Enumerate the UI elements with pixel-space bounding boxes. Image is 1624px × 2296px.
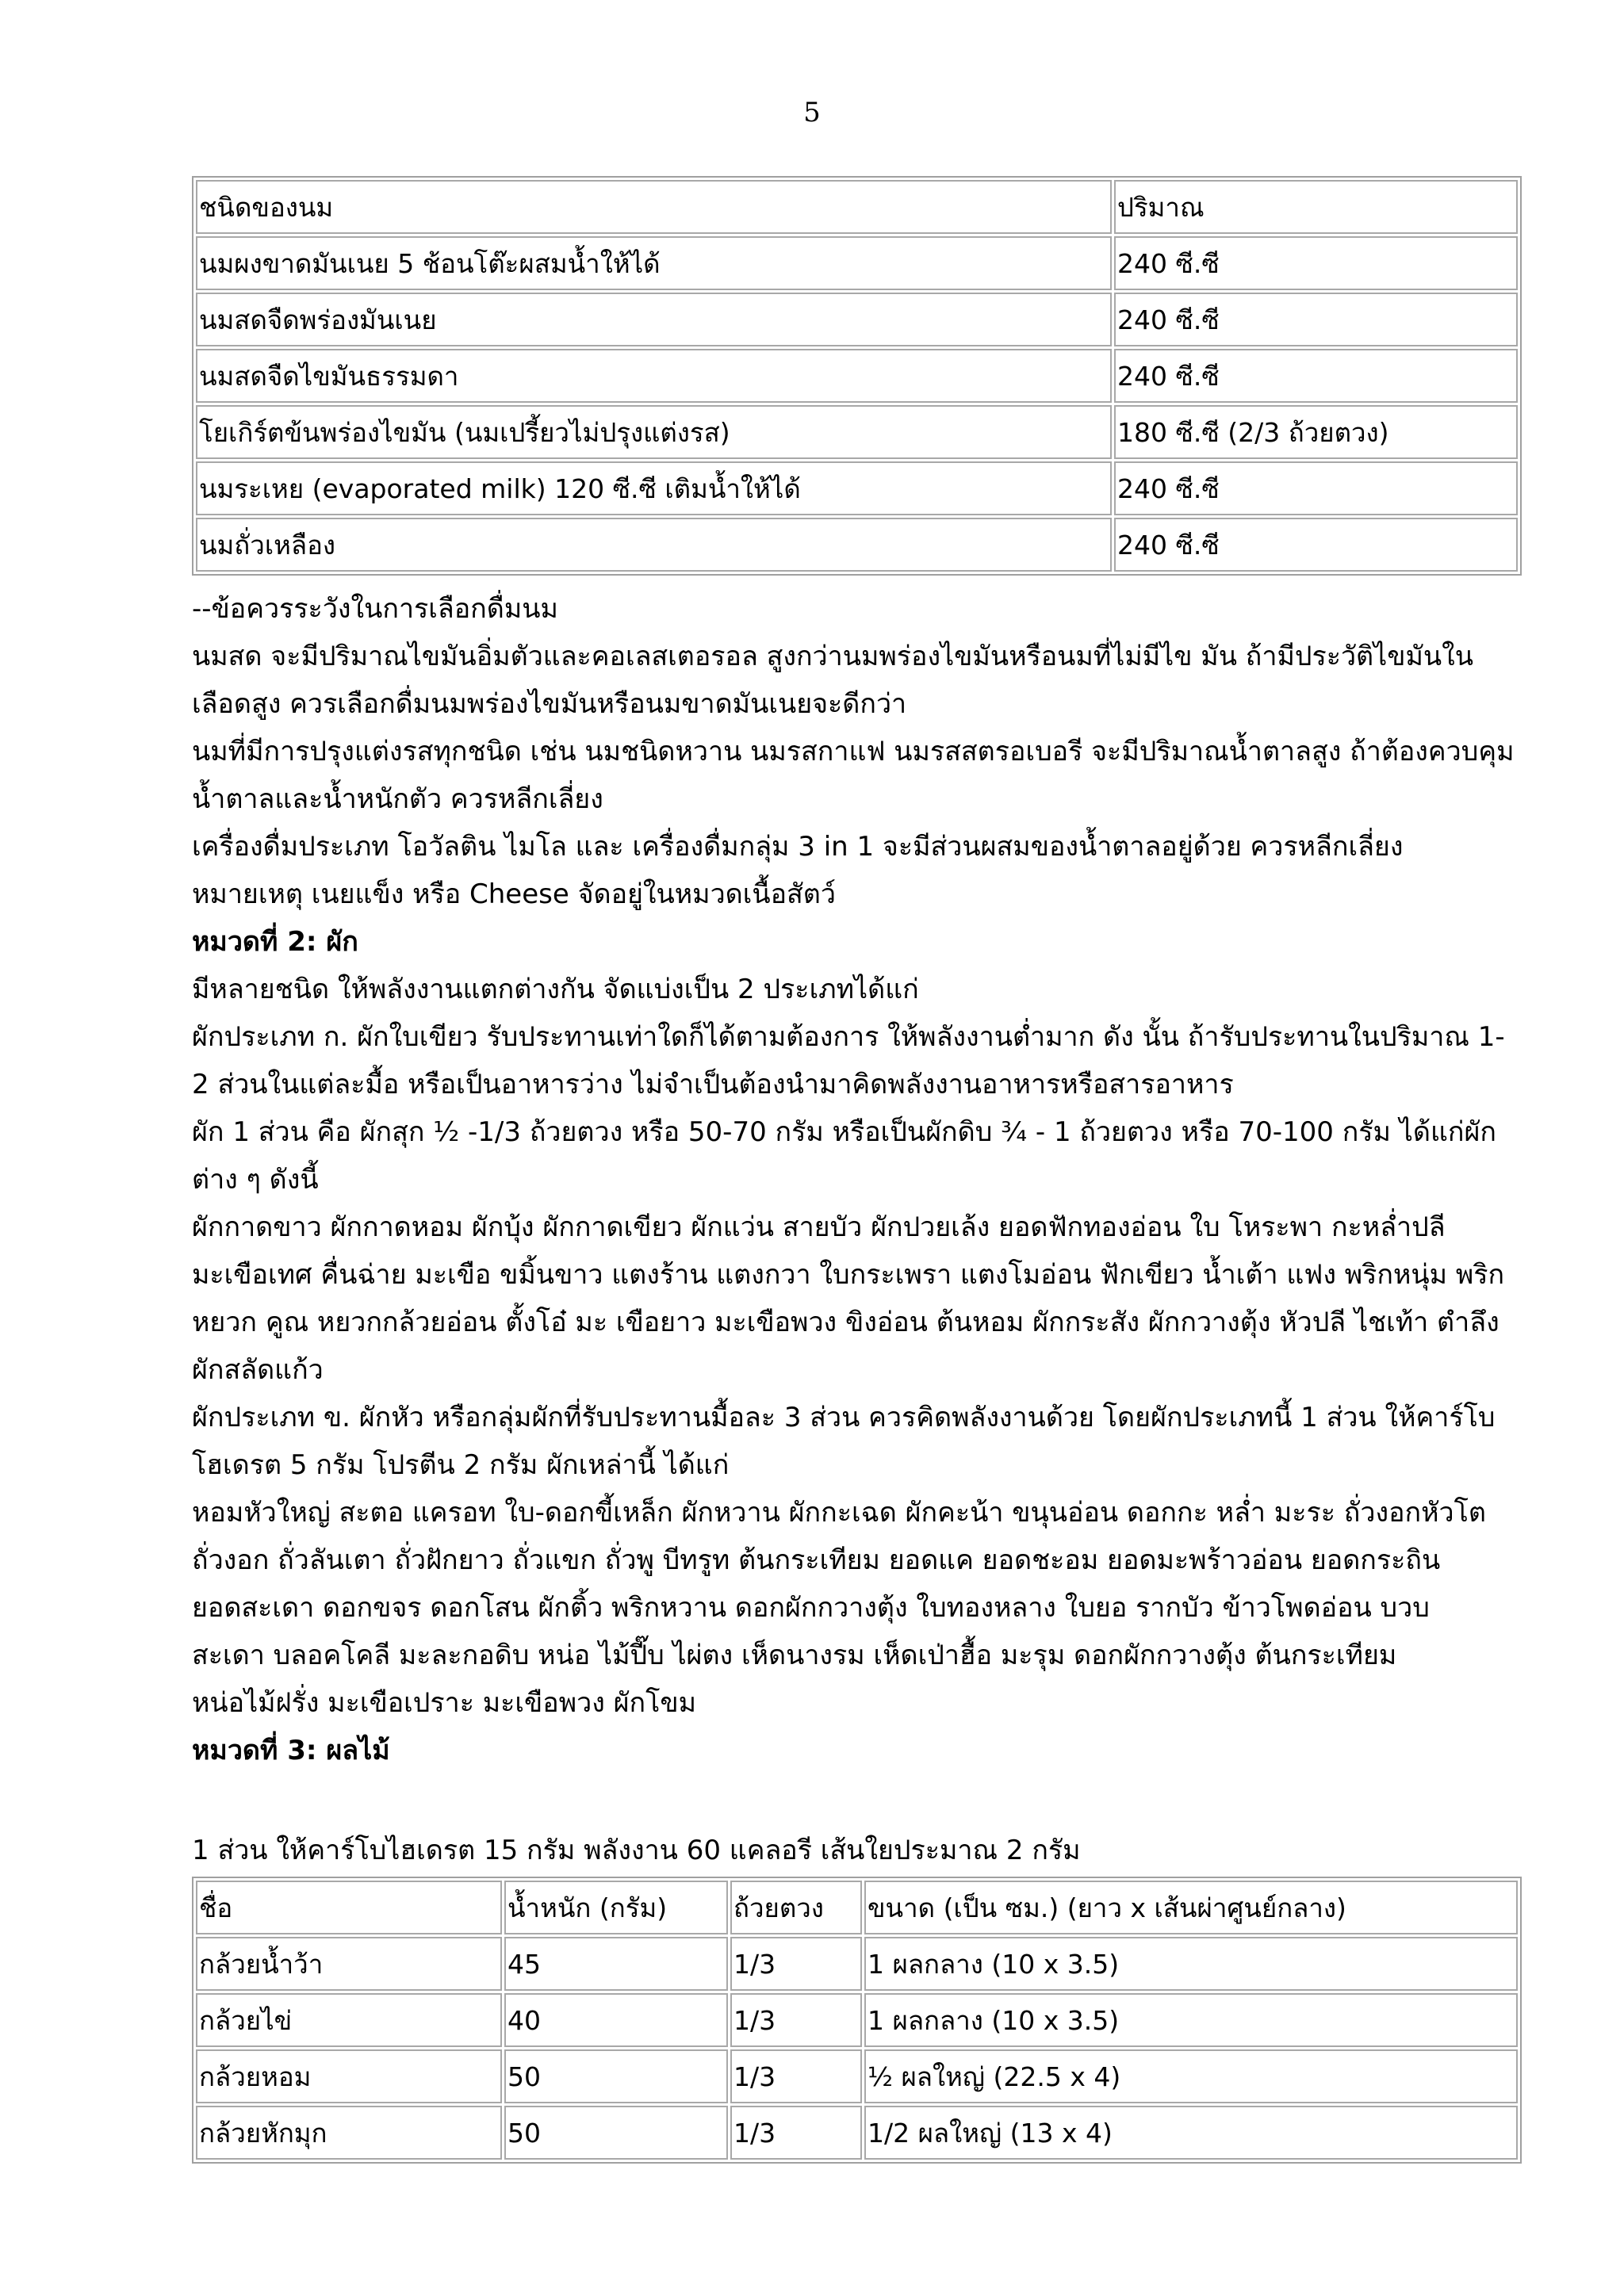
table-row [196,461,1518,515]
table-cell: 180 ซี.ซี (2/3 ถ้วยตวง) [1114,405,1518,459]
section-heading-fruits: หมวดที่ 3: ผลไม้ [192,1735,390,1766]
table-cell: 240 ซี.ซี [1114,349,1518,403]
table-cell: 50 [504,2049,728,2103]
table-header-row [196,180,1518,234]
table-cell: 1/3 [730,2106,862,2160]
paragraph: มะเขือเทศ คื่นฉ่าย มะเขือ ขมิ้นขาว แตงร้าน แตงกวา ใบกระเพรา แตงโมอ่อน ฟักเขียว น้ำเต้า แฟง พริกหนุ่ม พริก [192,1259,1505,1291]
table-cell: 1/3 [730,1937,862,1991]
paragraph: หมายเหตุ เนยแข็ง หรือ Cheese จัดอยู่ในหมวดเนื้อสัตว์ [192,878,836,910]
page-number: 5 [803,97,821,128]
table-cell: โยเกิร์ตข้นพร่องไขมัน (นมเปรี้ยวไม่ปรุงแต่งรส) [196,405,1112,459]
table-cell: 40 [504,1993,728,2047]
table-row [196,405,1518,459]
milk-types-table [192,176,1522,576]
table-cell: 240 ซี.ซี [1114,236,1518,290]
paragraph: เลือดสูง ควรเลือกดื่มนมพร่องไขมันหรือนมขาดมันเนยจะดีกว่า [192,688,907,720]
paragraph: 2 ส่วนในแต่ละมื้อ หรือเป็นอาหารว่าง ไม่จำเป็นต้องนำมาคิดพลังงานอาหารหรือสารอาหาร [192,1069,1234,1100]
table-row [196,293,1518,346]
table-cell: 1/3 [730,2049,862,2103]
table-cell: นมถั่วเหลือง [196,518,1112,572]
table-header-cell: ชนิดของนม [196,180,1112,234]
paragraph: นมสด จะมีปริมาณไขมันอิ่มตัวและคอเลสเตอรอล สูงกว่านมพร่องไขมันหรือนมที่ไม่มีไข มัน ถ้ามีประวัติไขมันใน [192,641,1473,672]
paragraph: มีหลายชนิด ให้พลังงานแตกต่างกัน จัดแบ่งเป็น 2 ประเภทได้แก่ [192,974,919,1005]
paragraph: หอมหัวใหญ่ สะตอ แครอท ใบ-ดอกขี้เหล็ก ผักหวาน ผักกะเฉด ผักคะน้า ขนุนอ่อน ดอกกะ หล่ำ มะระ ถั่วงอกหัวโต [192,1497,1486,1529]
paragraph: 1 ส่วน ให้คาร์โบไฮเดรต 15 กรัม พลังงาน 60 แคลอรี เส้นใยประมาณ 2 กรัม [192,1835,1081,1866]
table-cell: 45 [504,1937,728,1991]
paragraph: หยวก คูณ หยวกกล้วยอ่อน ตั้งโอ๋ มะ เขือยาว มะเขือพวง ขิงอ่อน ต้นหอม ผักกระสัง ผักกวางตุ้ง หัวปลี ไชเท้า ตำลึง [192,1307,1500,1338]
fruit-intro [192,1827,1532,1874]
paragraph: --ข้อควรระวังในการเลือกดื่มนม [192,593,558,625]
body-text [192,585,1532,1774]
table-cell: กล้วยไข่ [196,1993,502,2047]
table-row [196,2106,1518,2160]
paragraph: น้ำตาลและน้ำหนักตัว ควรหลีกเลี่ยง [192,783,603,815]
table-cell: ½ ผลใหญ่ (22.5 x 4) [864,2049,1518,2103]
paragraph: โฮเดรต 5 กรัม โปรตีน 2 กรัม ผักเหล่านี้ ได้แก่ [192,1449,730,1481]
paragraph: เครื่องดื่มประเภท โอวัลติน ไมโล และ เครื่องดื่มกลุ่ม 3 in 1 จะมีส่วนผสมของน้ำตาลอยู่ด้วย ควรหลีกเลี่ยง [192,831,1404,863]
table-row [196,349,1518,403]
paragraph: ผัก 1 ส่วน คือ ผักสุก ½ -1/3 ถ้วยตวง หรือ 50-70 กรัม หรือเป็นผักดิบ ¾ - 1 ถ้วยตวง หรือ 70-100 กรัม ได้แก่ผัก [192,1116,1496,1148]
table-cell: กล้วยน้ำว้า [196,1937,502,1991]
paragraph: ถั่วงอก ถั่วลันเตา ถั่วฝักยาว ถั่วแขก ถั่วพู บีทรูท ต้นกระเทียม ยอดแค ยอดชะอม ยอดมะพร้าวอ่อน ยอดกระถิน [192,1544,1441,1576]
table-row [196,518,1518,572]
table-cell: 1 ผลกลาง (10 x 3.5) [864,1937,1518,1991]
table-cell: กล้วยหักมุก [196,2106,502,2160]
paragraph: นมที่มีการปรุงแต่งรสทุกชนิด เช่น นมชนิดหวาน นมรสกาแฟ นมรสสตรอเบอรี จะมีปริมาณน้ำตาลสูง ถ้าต้องควบคุม [192,736,1515,767]
table-row [196,1993,1518,2047]
table-cell: นมผงขาดมันเนย 5 ช้อนโต๊ะผสมน้ำให้ได้ [196,236,1112,290]
paragraph: ต่าง ๆ ดังนี้ [192,1164,319,1196]
fruit-table [192,1877,1522,2164]
table-cell: 240 ซี.ซี [1114,293,1518,346]
paragraph: หน่อไม้ฝรั่ง มะเขือเปราะ มะเขือพวง ผักโขม [192,1687,697,1719]
table-row [196,236,1518,290]
paragraph: ยอดสะเดา ดอกขจร ดอกโสน ผักติ้ว พริกหวาน ดอกผักกวางตุ้ง ใบทองหลาง ใบยอ รากบัว ข้าวโพดอ่อน บวบ [192,1592,1430,1624]
table-header-cell: ชื่อ [196,1881,502,1934]
paragraph: ผักกาดขาว ผักกาดหอม ผักบุ้ง ผักกาดเขียว ผักแว่น สายบัว ผักปวยเล้ง ยอดฟักทองอ่อน ใบ โหระพา กะหล่ำปลี [192,1211,1446,1243]
table-cell: 240 ซี.ซี [1114,518,1518,572]
table-header-cell: ปริมาณ [1114,180,1518,234]
paragraph: สะเดา บลอคโคลี มะละกอดิบ หน่อ ไม้ปี๊บ ไผ่ตง เห็ดนางรม เห็ดเป่าฮื้อ มะรุม ดอกผักกวางตุ้ง ต้นกระเทียม [192,1640,1397,1671]
paragraph: ผักประเภท ข. ผักหัว หรือกลุ่มผักที่รับประทานมื้อละ 3 ส่วน ควรคิดพลังงานด้วย โดยผักประเภทนี้ 1 ส่วน ให้คาร์โบ [192,1402,1496,1433]
table-header-row [196,1881,1518,1934]
table-cell: 240 ซี.ซี [1114,461,1518,515]
table-cell: 1/2 ผลใหญ่ (13 x 4) [864,2106,1518,2160]
table-row [196,1937,1518,1991]
table-row [196,2049,1518,2103]
paragraph: ผักสลัดแก้ว [192,1354,324,1386]
section-heading-vegetables: หมวดที่ 2: ผัก [192,926,358,958]
table-cell: 50 [504,2106,728,2160]
table-header-cell: น้ำหนัก (กรัม) [504,1881,728,1934]
table-cell: กล้วยหอม [196,2049,502,2103]
table-header-cell: ถ้วยตวง [730,1881,862,1934]
table-cell: 1 ผลกลาง (10 x 3.5) [864,1993,1518,2047]
table-cell: 1/3 [730,1993,862,2047]
table-header-cell: ขนาด (เป็น ซม.) (ยาว x เส้นผ่าศูนย์กลาง) [864,1881,1518,1934]
paragraph: ผักประเภท ก. ผักใบเขียว รับประทานเท่าใดก็ได้ตามต้องการ ให้พลังงานต่ำมาก ดัง นั้น ถ้ารับประทานในปริมาณ 1- [192,1021,1505,1053]
table-cell: นมสดจืดพร่องมันเนย [196,293,1112,346]
table-cell: นมสดจืดไขมันธรรมดา [196,349,1112,403]
table-cell: นมระเหย (evaporated milk) 120 ซี.ซี เติมน้ำให้ได้ [196,461,1112,515]
